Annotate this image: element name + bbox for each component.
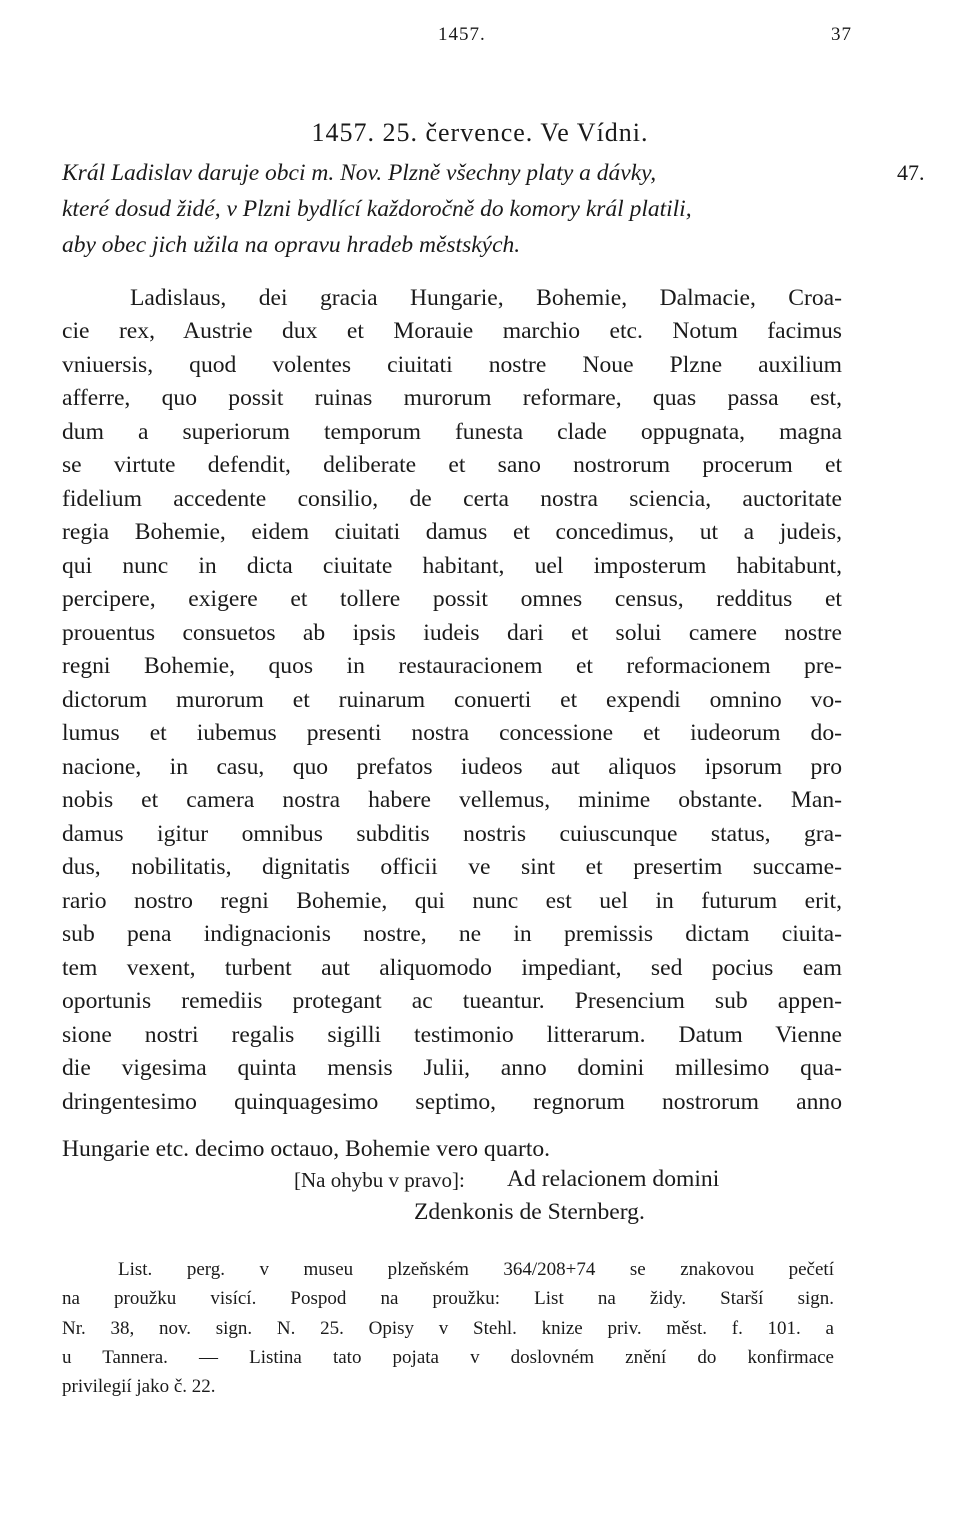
- body-line: damus igitur omnibus subditis nostris cuiuscunque status, gra-: [62, 821, 842, 847]
- body-line: Ladislaus, dei gracia Hungarie, Bohemie, Dalmacie, Croa-: [130, 285, 842, 311]
- running-year: 1457.: [438, 24, 486, 45]
- body-line: nacione, in casu, quo prefatos iudeos aut aliquos ipsorum pro: [62, 754, 842, 780]
- footnote-line: Nr. 38, nov. sign. N. 25. Opisy v Stehl. knize priv. měst. f. 101. a: [62, 1318, 834, 1339]
- footnote-line: privilegií jako č. 22.: [62, 1376, 216, 1397]
- footnote-line: u Tannera. — Listina tato pojata v doslovném znění do konfirmace: [62, 1347, 834, 1368]
- body-line: regni Bohemie, quos in restauracionem et reformacionem pre-: [62, 653, 842, 679]
- footnote-line: na proužku visící. Pospod na proužku: List na židy. Starší sign.: [62, 1288, 834, 1309]
- body-line: cie rex, Austrie dux et Morauie marchio etc. Notum facimus: [62, 318, 842, 344]
- body-line: dictorum murorum et ruinarum conuerti et expendi omnino vo-: [62, 687, 842, 713]
- document-heading: 1457. 25. července. Ve Vídni.: [311, 118, 649, 147]
- regest-line: Král Ladislav daruje obci m. Nov. Plzně všechny platy a dávky,: [62, 160, 657, 186]
- body-line: regia Bohemie, eidem ciuitati damus et concedimus, ut a judeis,: [62, 519, 842, 545]
- page-number: 37: [831, 24, 852, 45]
- body-line: nobis et camera nostra habere vellemus, minime obstante. Man-: [62, 787, 842, 813]
- body-line: lumus et iubemus presenti nostra concessione et iudeorum do-: [62, 720, 842, 746]
- body-line: dringentesimo quinquagesimo septimo, regnorum nostrorum anno: [62, 1089, 842, 1115]
- document-number: 47.: [897, 160, 925, 185]
- regest-line: které dosud židé, v Plzni bydlící každoročně do komory král platili,: [62, 196, 692, 222]
- body-line: prouentus consuetos ab ipsis iudeis dari et solui camere nostre: [62, 620, 842, 646]
- footnote-line: List. perg. v museu plzeňském 364/208+74 se znakovou pečetí: [118, 1259, 834, 1280]
- body-line: rario nostro regni Bohemie, qui nunc est uel in futurum erit,: [62, 888, 842, 914]
- body-line: die vigesima quinta mensis Julii, anno domini millesimo qua-: [62, 1055, 842, 1081]
- body-line: percipere, exigere et tollere possit omnes census, redditus et: [62, 586, 842, 612]
- body-line: vniuersis, quod volentes ciuitati nostre Noue Plzne auxilium: [62, 352, 842, 378]
- regest-line: aby obec jich užila na opravu hradeb městských.: [62, 232, 521, 258]
- body-line: tem vexent, turbent aut aliquomodo impediant, sed pocius eam: [62, 955, 842, 981]
- relacio-line: Zdenkonis de Sternberg.: [414, 1199, 645, 1225]
- body-line: se virtute defendit, deliberate et sano nostrorum procerum et: [62, 452, 842, 478]
- body-line: afferre, quo possit ruinas murorum reformare, quas passa est,: [62, 385, 842, 411]
- body-line: sione nostri regalis sigilli testimonio litterarum. Datum Vienne: [62, 1022, 842, 1048]
- body-line: dum a superiorum temporum funesta clade oppugnata, magna: [62, 419, 842, 445]
- relacio-note: [Na ohybu v pravo]:: [294, 1168, 465, 1192]
- body-line: fidelium accedente consilio, de certa nostra sciencia, auctoritate: [62, 486, 842, 512]
- body-line: qui nunc in dicta ciuitate habitant, uel imposterum habitabunt,: [62, 553, 842, 579]
- body-line: dus, nobilitatis, dignitatis officii ve sint et presertim succame-: [62, 854, 842, 880]
- body-line: sub pena indignacionis nostre, ne in premissis dictam ciuita-: [62, 921, 842, 947]
- body-last-line: Hungarie etc. decimo octauo, Bohemie vero quarto.: [62, 1136, 551, 1162]
- body-line: oportunis remediis protegant ac tueantur. Presencium sub appen-: [62, 988, 842, 1014]
- relacio-line: Ad relacionem domini: [507, 1166, 720, 1192]
